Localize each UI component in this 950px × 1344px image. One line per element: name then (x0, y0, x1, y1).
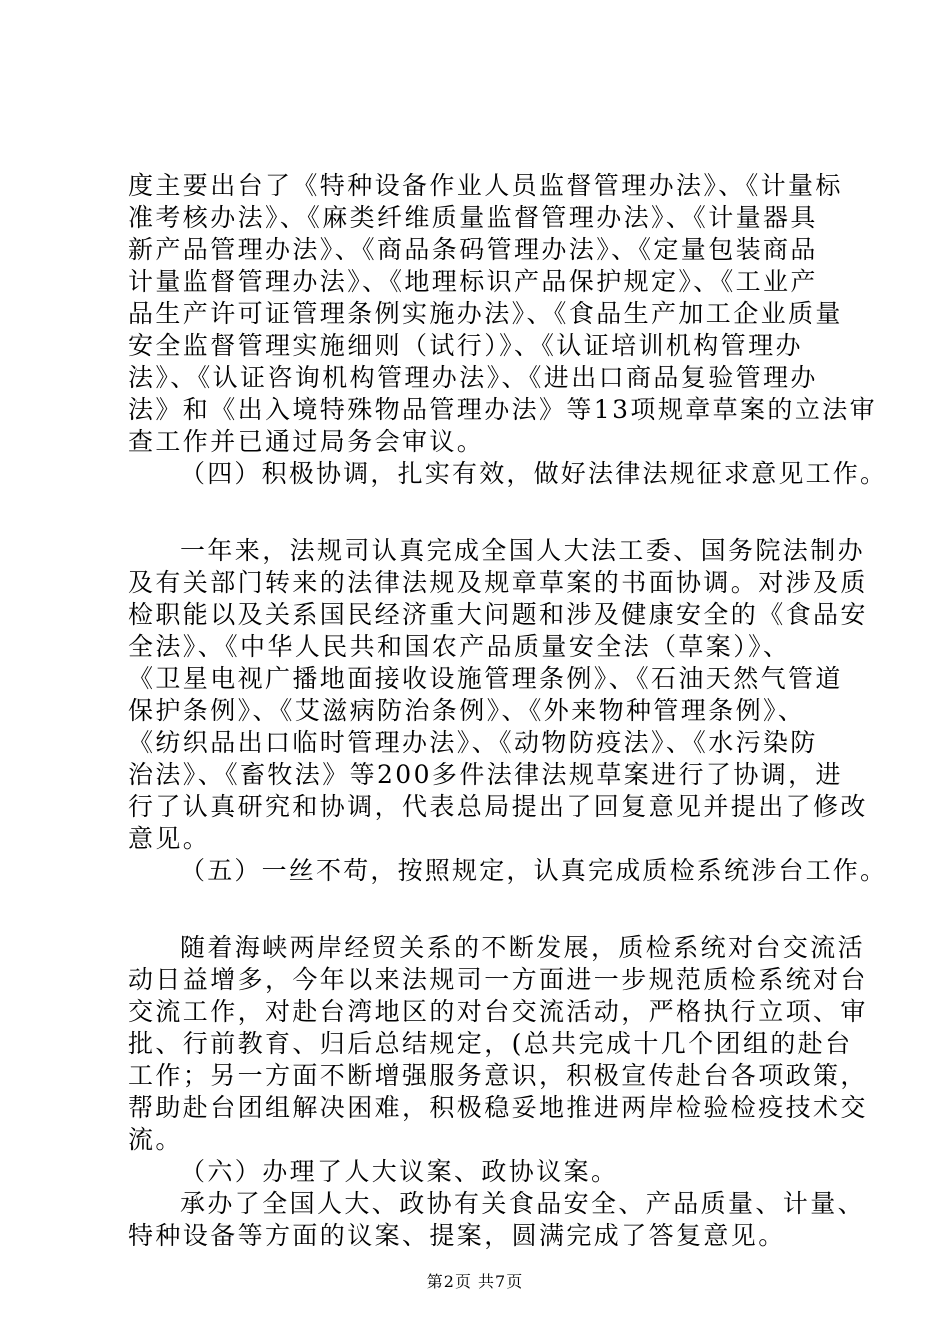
blank-gap (128, 887, 832, 932)
paragraph-line: 计量监督管理办法》、《地理标识产品保护规定》、《工业产 (128, 267, 818, 296)
paragraph-line: 《卫星电视广播地面接收设施管理条例》、《石油天然气管道 (128, 664, 843, 693)
paragraph-line: 特种设备等方面的议案、提案，圆满完成了答复意见。 (128, 1221, 786, 1250)
paragraph-line: 《纺织品出口临时管理办法》、《动物防疫法》、《水污染防 (128, 728, 818, 757)
paragraph-line: 查工作并已通过局务会审议。 (128, 427, 485, 456)
paragraph-line: 全法》、《中华人民共和国农产品质量安全法（草案）》、 (128, 632, 791, 661)
paragraph-line: 动日益增多，今年以来法规司一方面进一步规范质检系统对台 (128, 965, 868, 994)
section-heading: （六）办理了人大议案、政协议案。 (180, 1157, 619, 1186)
paragraph-line: 批、行前教育、归后总结规定，(总共完成十几个团组的赴台 (128, 1029, 853, 1058)
blank-gap (128, 490, 832, 535)
paragraph-line: 承办了全国人大、政协有关食品安全、产品质量、计量、 (180, 1189, 866, 1218)
paragraph-line: 度主要出台了《特种设备作业人员监督管理办法》、《计量标 (128, 171, 843, 200)
paragraph-line: 流。 (128, 1125, 183, 1154)
paragraph-line: 法》和《出入境特殊物品管理办法》等13项规章草案的立法审 (128, 395, 878, 424)
paragraph-line: 帮助赴台团组解决困难，积极稳妥地推进两岸检验检疫技术交 (128, 1093, 868, 1122)
paragraph-line: 随着海峡两岸经贸关系的不断发展，质检系统对台交流活 (180, 933, 866, 962)
paragraph-line: 交流工作，对赴台湾地区的对台交流活动，严格执行立项、审 (128, 997, 868, 1026)
paragraph-line: 新产品管理办法》、《商品条码管理办法》、《定量包装商品 (128, 235, 818, 264)
paragraph-line: 品生产许可证管理条例实施办法》、《食品生产加工企业质量 (128, 299, 843, 328)
paragraph-line: 工作；另一方面不断增强服务意识，积极宣传赴台各项政策， (128, 1061, 868, 1090)
paragraph-line: 检职能以及关系国民经济重大问题和涉及健康安全的《食品安 (128, 600, 868, 629)
document-body (128, 170, 888, 1252)
paragraph-line: 意见。 (128, 824, 211, 853)
paragraph-line: 准考核办法》、《麻类纤维质量监督管理办法》、《计量器具 (128, 203, 818, 232)
paragraph-line: 安全监督管理实施细则（试行）》、《认证培训机构管理办 (128, 331, 803, 360)
paragraph-line: 及有关部门转来的法律法规及规章草案的书面协调。对涉及质 (128, 568, 868, 597)
section-heading: （五）一丝不苟，按照规定，认真完成质检系统涉台工作。 (180, 856, 888, 885)
section-heading: （四）积极协调，扎实有效，做好法律法规征求意见工作。 (180, 459, 888, 488)
paragraph-line: 行了认真研究和协调，代表总局提出了回复意见并提出了修改 (128, 792, 868, 821)
paragraph-line: 治法》、《畜牧法》等200多件法律法规草案进行了协调，进 (128, 760, 843, 789)
paragraph-line: 保护条例》、《艾滋病防治条例》、《外来物种管理条例》、 (128, 696, 806, 725)
paragraph-line: 法》、《认证咨询机构管理办法》、《进出口商品复验管理办 (128, 363, 818, 392)
page-number-footer: 第2页 共7页 (426, 1272, 524, 1291)
paragraph-line: 一年来，法规司认真完成全国人大法工委、国务院法制办 (180, 536, 866, 565)
